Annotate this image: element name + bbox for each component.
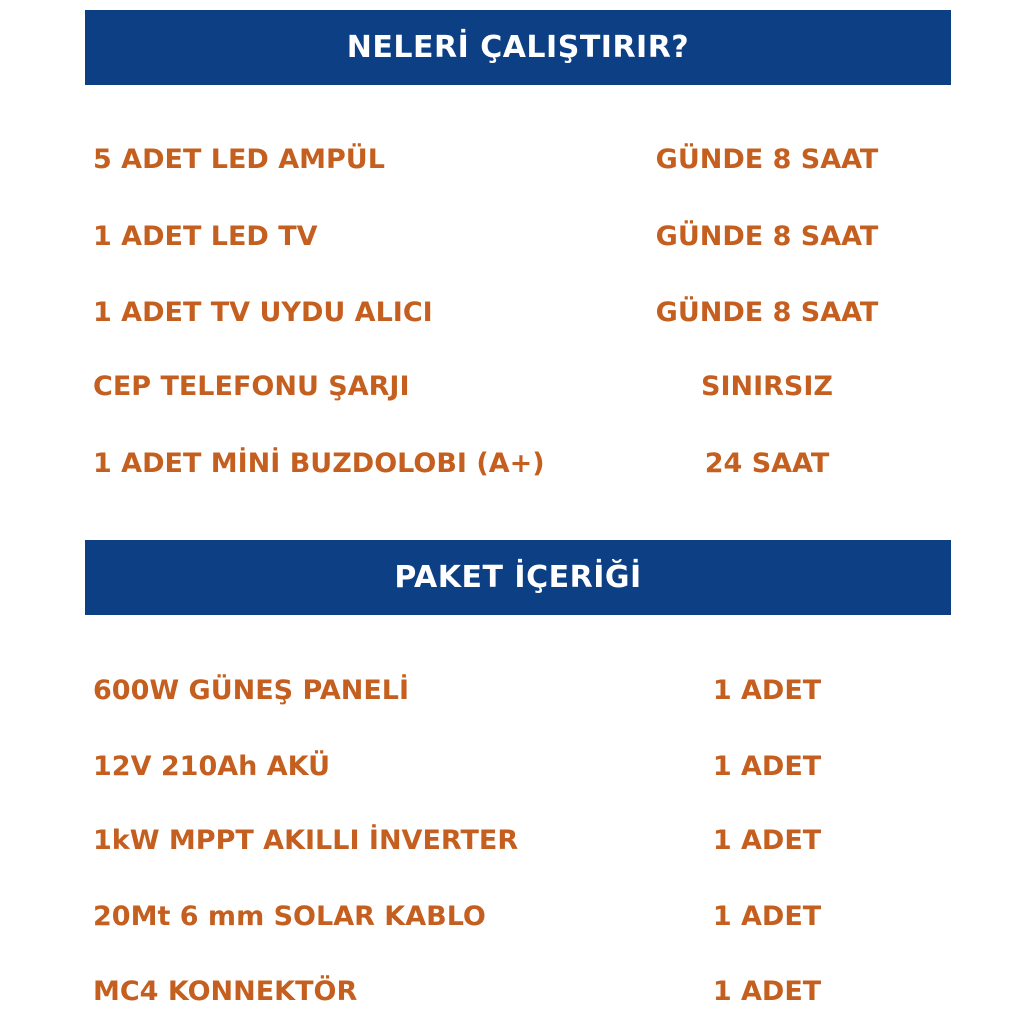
- section-title-package-contents: PAKET İÇERİĞİ: [394, 560, 642, 595]
- list-item: [0, 367, 1024, 407]
- list-item: [0, 293, 1024, 333]
- list-item: [0, 897, 1024, 937]
- list-item: [0, 140, 1024, 180]
- section-header-works-with: [85, 10, 951, 85]
- item-label: 1 ADET MİNİ BUZDOLOBI (A+): [93, 448, 545, 479]
- list-item: [0, 972, 1024, 1012]
- item-value: 1 ADET: [712, 825, 822, 856]
- item-label: 600W GÜNEŞ PANELİ: [93, 675, 410, 706]
- item-value: 1 ADET: [712, 901, 822, 932]
- item-label: 5 ADET LED AMPÜL: [93, 144, 385, 175]
- item-label: CEP TELEFONU ŞARJI: [93, 371, 410, 402]
- list-item: [0, 217, 1024, 257]
- item-value: 24 SAAT: [704, 448, 830, 479]
- item-label: MC4 KONNEKTÖR: [93, 976, 358, 1007]
- item-value: GÜNDE 8 SAAT: [655, 297, 879, 328]
- item-value: 1 ADET: [712, 675, 822, 706]
- list-item: [0, 444, 1024, 484]
- item-label: 1 ADET TV UYDU ALICI: [93, 297, 433, 328]
- item-label: 20Mt 6 mm SOLAR KABLO: [93, 901, 486, 932]
- section-header-package-contents: [85, 540, 951, 615]
- list-item: [0, 747, 1024, 787]
- section-title-works-with: NELERİ ÇALIŞTIRIR?: [346, 30, 690, 65]
- item-label: 1kW MPPT AKILLI İNVERTER: [93, 825, 519, 856]
- list-item: [0, 821, 1024, 861]
- list-item: [0, 671, 1024, 711]
- item-value: 1 ADET: [712, 751, 822, 782]
- item-value: 1 ADET: [712, 976, 822, 1007]
- item-value: SINIRSIZ: [701, 371, 833, 402]
- item-value: GÜNDE 8 SAAT: [655, 221, 879, 252]
- item-label: 1 ADET LED TV: [93, 221, 318, 252]
- item-value: GÜNDE 8 SAAT: [655, 144, 879, 175]
- item-label: 12V 210Ah AKÜ: [93, 751, 331, 782]
